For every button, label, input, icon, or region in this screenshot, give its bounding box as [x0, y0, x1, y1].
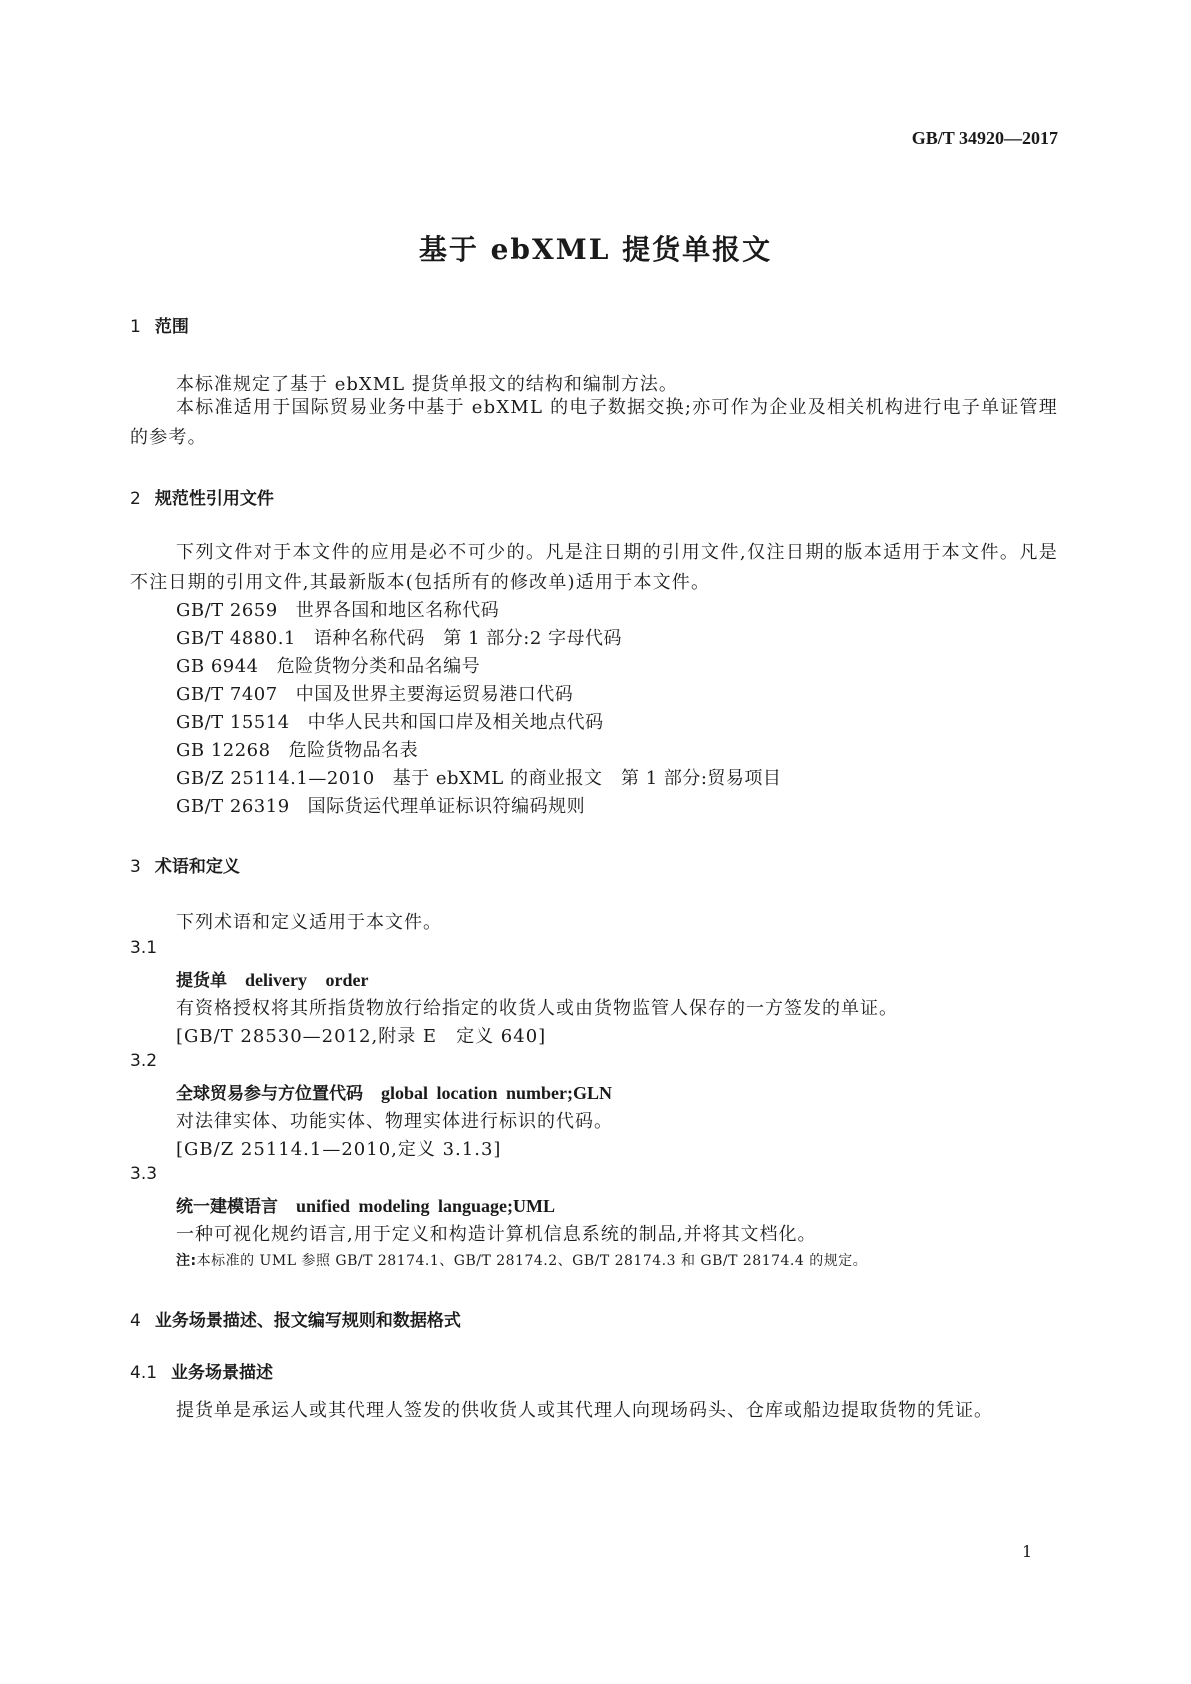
term-definition: 有资格授权将其所指货物放行给指定的收货人或由货物监管人保存的一方签发的单证。	[176, 998, 898, 1019]
page-number: 1	[1022, 1542, 1033, 1561]
reference-item	[176, 652, 480, 678]
note-text: 本标准的 UML 参照 GB/T 28174.1、GB/T 28174.2、GB/T 28174.3 和 GB/T 28174.4 的规定。	[196, 1253, 868, 1269]
term-heading	[176, 1079, 612, 1104]
term-heading	[176, 1192, 555, 1217]
reference-name: 世界各国和地区名称代码	[295, 600, 500, 621]
term-zh: 统一建模语言	[176, 1197, 278, 1217]
reference-name: 语种名称代码 第 1 部分:2 字母代码	[313, 628, 623, 649]
reference-code: GB/T 15514	[176, 712, 290, 733]
section-4-heading	[130, 1306, 461, 1331]
reference-item	[176, 764, 781, 790]
section-2-heading	[130, 484, 274, 509]
term-zh: 提货单	[176, 971, 227, 991]
reference-code: GB/T 7407	[176, 684, 278, 705]
reference-name: 危险货物分类和品名编号	[276, 656, 481, 677]
reference-code: GB/T 2659	[176, 600, 278, 621]
reference-item	[176, 792, 585, 818]
paragraph: 本标准规定了基于 ebXML 提货单报文的结构和编制方法。	[176, 374, 678, 395]
reference-code: GB/Z 25114.1—2010	[176, 768, 375, 789]
term-source: [GB/Z 25114.1—2010,定义 3.1.3]	[176, 1139, 502, 1160]
term-en: delivery order	[245, 970, 369, 990]
standard-code: GB/T 34920—2017	[911, 128, 1058, 148]
reference-item	[176, 708, 604, 734]
reference-name: 危险货物品名表	[288, 740, 419, 761]
term-heading	[176, 966, 368, 991]
term-number: 3.1	[130, 938, 158, 958]
reference-code: GB/T 4880.1	[176, 628, 296, 649]
term-definition: 对法律实体、功能实体、物理实体进行标识的代码。	[176, 1111, 613, 1132]
reference-item	[176, 736, 418, 762]
reference-name: 基于 ebXML 的商业报文 第 1 部分:贸易项目	[392, 768, 782, 789]
reference-name: 中华人民共和国口岸及相关地点代码	[307, 712, 604, 733]
paragraph: 本标准适用于国际贸易业务中基于 ebXML 的电子数据交换;亦可作为企业及相关机构进行电子单证管理的参考。	[130, 397, 1058, 448]
section-title: 术语和定义	[154, 857, 240, 877]
term-en: global location number;GLN	[381, 1083, 613, 1103]
section-title: 业务场景描述、报文编写规则和数据格式	[154, 1311, 461, 1331]
section-number: 3	[130, 857, 141, 877]
paragraph: 提货单是承运人或其代理人签发的供收货人或其代理人向现场码头、仓库或船边提取货物的凭证。	[176, 1400, 993, 1421]
reference-item	[176, 596, 499, 622]
note-label: 注:	[176, 1253, 197, 1269]
term-definition: 一种可视化规约语言,用于定义和构造计算机信息系统的制品,并将其文档化。	[176, 1224, 817, 1245]
reference-item	[176, 624, 622, 650]
term-note	[176, 1250, 867, 1270]
document-title: 基于 ebXML 提货单报文	[418, 233, 773, 266]
reference-item	[176, 680, 573, 706]
paragraph: 下列术语和定义适用于本文件。	[176, 912, 442, 933]
reference-name: 中国及世界主要海运贸易港口代码	[295, 684, 574, 705]
section-number: 4	[130, 1311, 141, 1331]
reference-code: GB/T 26319	[176, 796, 290, 817]
reference-code: GB 6944	[176, 656, 259, 677]
section-title: 范围	[154, 317, 189, 337]
term-source: [GB/T 28530—2012,附录 E 定义 640]	[176, 1026, 547, 1047]
term-en: unified modeling language;UML	[296, 1196, 556, 1216]
term-number: 3.3	[130, 1164, 158, 1184]
term-zh: 全球贸易参与方位置代码	[176, 1084, 363, 1104]
subsection-number: 4.1	[130, 1363, 158, 1383]
reference-name: 国际货运代理单证标识符编码规则	[307, 796, 586, 817]
term-number: 3.2	[130, 1051, 158, 1071]
section-number: 1	[130, 317, 141, 337]
section-1-heading	[130, 312, 189, 337]
subsection-4-1-heading	[130, 1358, 273, 1383]
paragraph: 下列文件对于本文件的应用是必不可少的。凡是注日期的引用文件,仅注日期的版本适用于本文件。凡是不注日期的引用文件,其最新版本(包括所有的修改单)适用于本文件。	[130, 542, 1058, 593]
reference-code: GB 12268	[176, 740, 271, 761]
section-3-heading	[130, 852, 240, 877]
section-title: 规范性引用文件	[154, 489, 274, 509]
section-number: 2	[130, 489, 141, 509]
subsection-title: 业务场景描述	[171, 1363, 274, 1383]
